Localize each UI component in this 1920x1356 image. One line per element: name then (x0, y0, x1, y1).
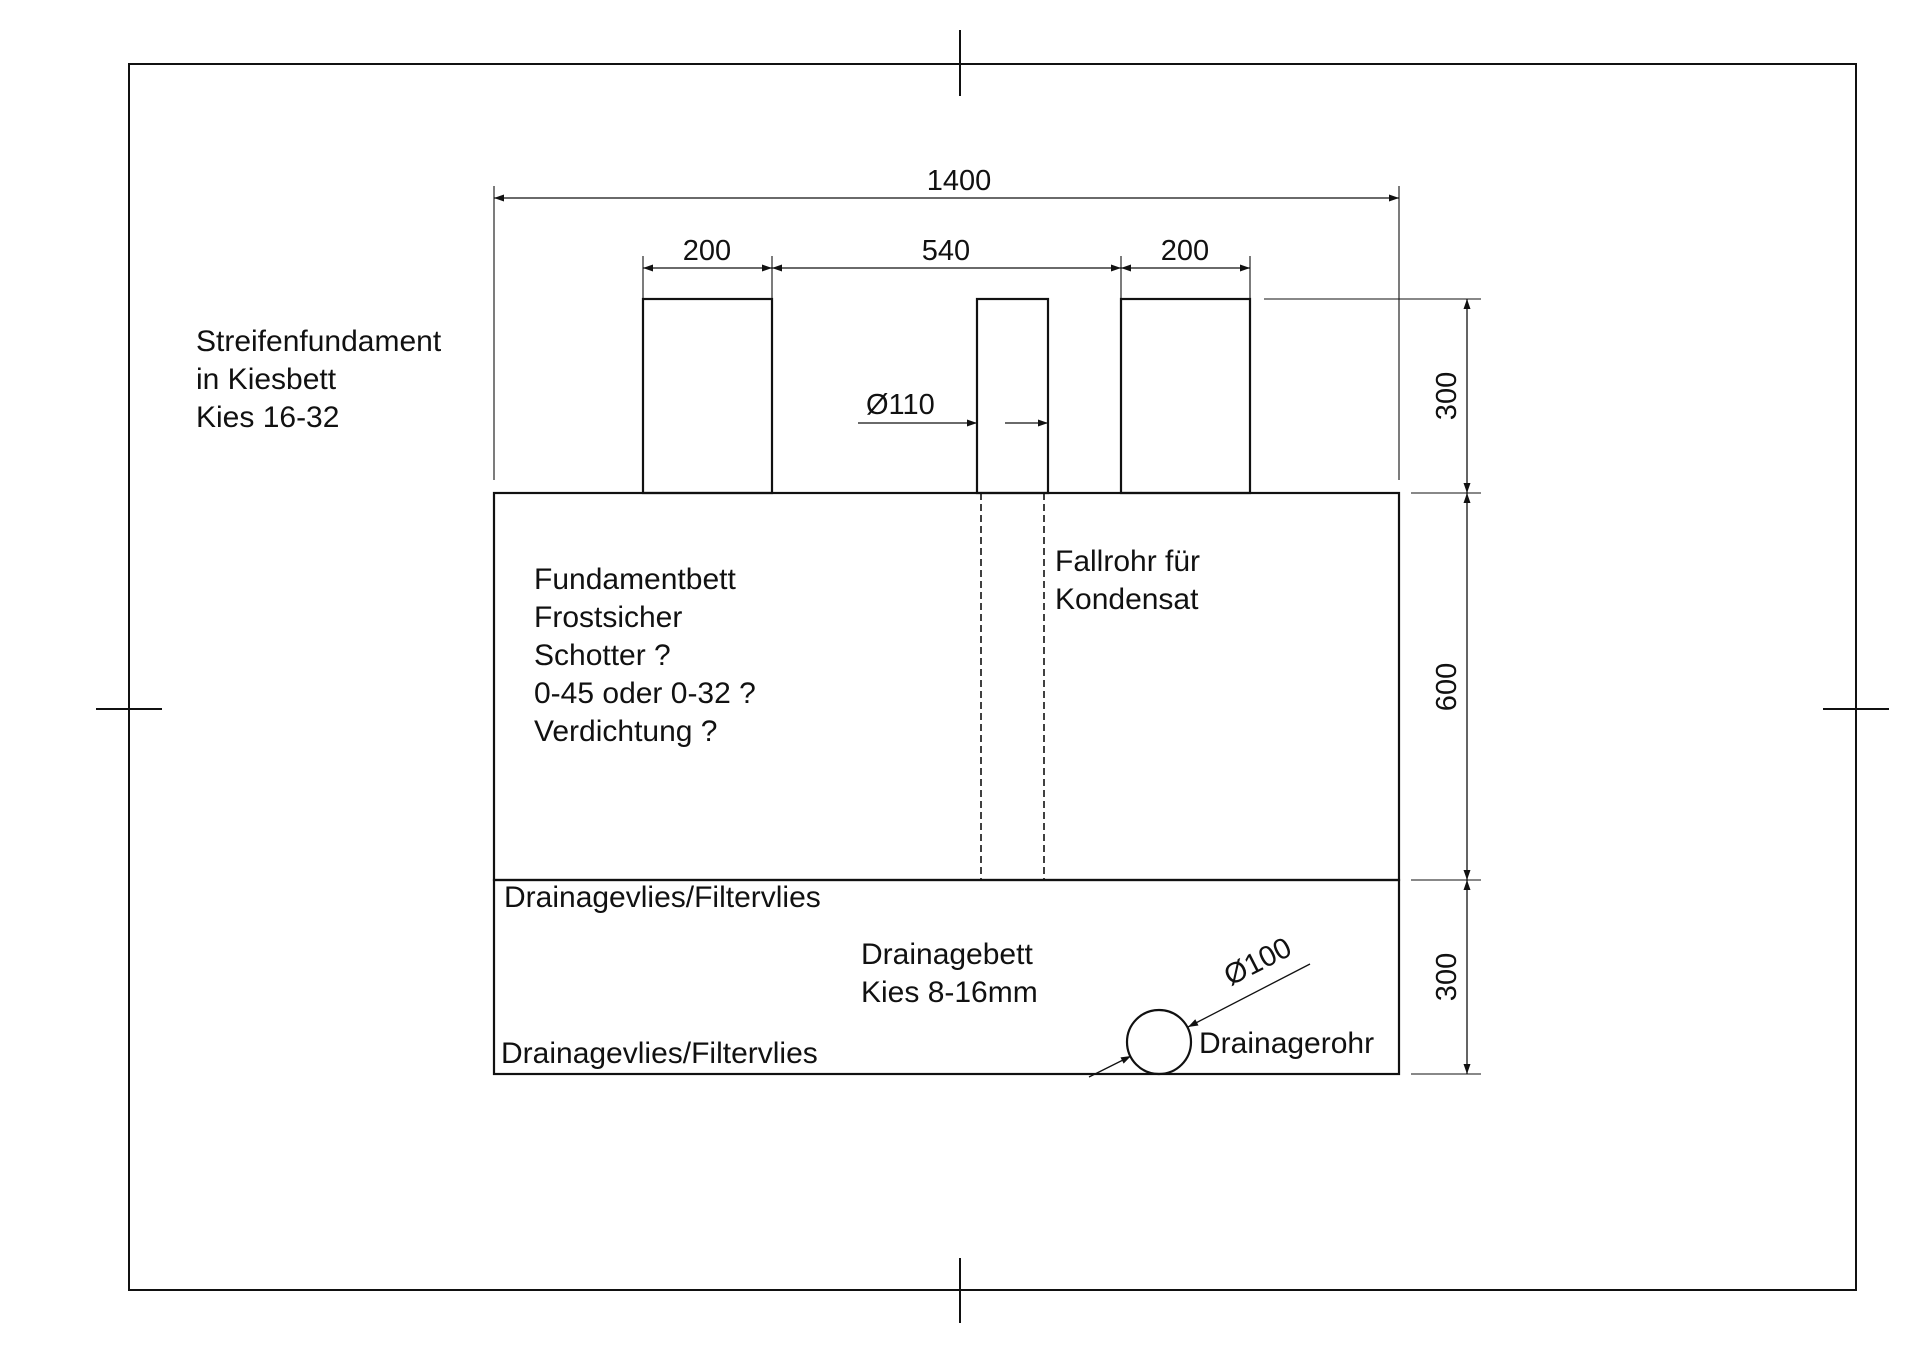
label-downpipe: Fallrohr für Kondensat (1055, 545, 1201, 616)
vertical-dimensions (1264, 299, 1481, 1074)
label-drain-pipe: Drainagerohr (1199, 1027, 1375, 1060)
dim-drain-pipe-diameter: Ø100 (1219, 931, 1297, 993)
annotations (196, 325, 1374, 1070)
downpipe-above-ground (977, 299, 1048, 493)
strip-foundation-left (643, 299, 772, 493)
label-fleece-top: Drainagevlies/Filtervlies (504, 881, 821, 914)
dim-gap: 540 (921, 235, 971, 267)
dim-strip-left: 200 (682, 235, 732, 267)
dim-height-bed: 600 (1431, 662, 1463, 712)
label-fleece-bottom: Drainagevlies/Filtervlies (501, 1037, 818, 1070)
strip-foundation-right (1121, 299, 1250, 493)
label-strip-foundation: Streifenfundament in Kiesbett Kies 16-32 (196, 325, 442, 434)
dim-total-width: 1400 (926, 165, 992, 197)
sheet-frame (96, 30, 1889, 1323)
label-drainage-bed: Drainagebett Kies 8-16mm (861, 938, 1038, 1009)
dim-height-strip: 300 (1431, 371, 1463, 421)
label-foundation-bed: Fundamentbett Frostsicher Schotter ? 0-45 oder 0-32 ? Verdichtung ? (534, 563, 756, 748)
dim-height-drain: 300 (1431, 952, 1463, 1002)
dim-pipe-diameter: Ø110 (866, 389, 935, 421)
drain-pipe-circle (1127, 1010, 1191, 1074)
dim-strip-right: 200 (1160, 235, 1210, 267)
horizontal-dimensions (494, 165, 1399, 480)
